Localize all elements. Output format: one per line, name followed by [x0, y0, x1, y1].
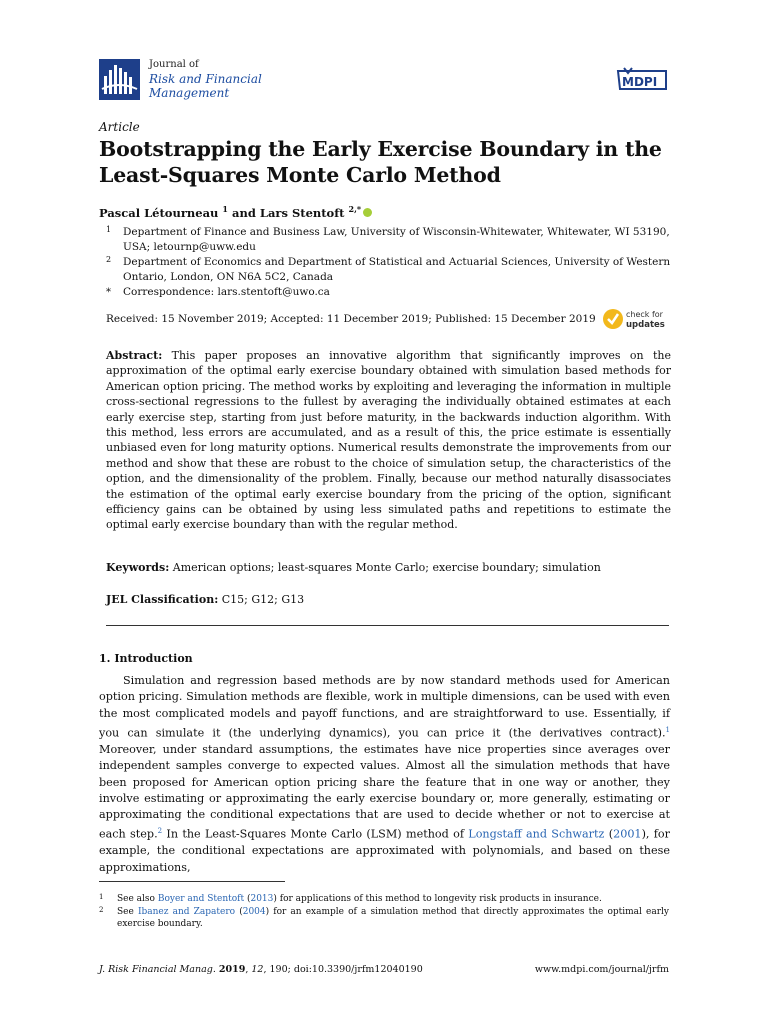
- section-divider: [106, 625, 669, 626]
- footnote-divider: [99, 881, 285, 882]
- affiliation-1: 1 Department of Finance and Business Law, University of Wisconsin-Whitewater, Whitewater, WI 53190, USA; letournp@uww.edu: [106, 225, 670, 253]
- citation-link[interactable]: Longstaff and Schwartz: [468, 828, 605, 842]
- mdpi-logo-icon: [614, 67, 670, 95]
- abstract: [106, 348, 671, 533]
- title-line1: Bootstrapping the Early Exercise Boundary in the: [99, 137, 662, 161]
- footnote-ref-1[interactable]: 1: [665, 725, 670, 734]
- article-type: Article: [99, 120, 140, 134]
- publication-dates: Received: 15 November 2019; Accepted: 11 December 2019; Published: 15 December 2019: [106, 313, 596, 325]
- keywords: [106, 560, 671, 575]
- jel-text: C15; G12; G13: [221, 593, 305, 606]
- citation-link[interactable]: Boyer and Stentoft: [157, 894, 245, 904]
- journal-name: [149, 58, 262, 100]
- footer-citation: J. Risk Financial Manag. 2019, 12, 190; doi:10.3390/jrfm12040190: [99, 964, 423, 975]
- jel-label: JEL Classification:: [106, 593, 219, 606]
- section-heading: 1. Introduction: [99, 652, 193, 665]
- mdpi-logo-text: MDPI: [622, 75, 658, 89]
- keywords-label: Keywords:: [106, 561, 170, 574]
- author-2-affil: 2,*: [348, 204, 362, 214]
- paper-title: [99, 136, 679, 188]
- correspondence: * Correspondence: lars.stentoft@uwo.ca: [106, 286, 330, 298]
- orcid-icon[interactable]: [363, 208, 372, 217]
- abstract-label: Abstract:: [106, 349, 163, 362]
- journal-title-line1: Risk and Financial: [149, 72, 262, 86]
- author-and: and: [232, 205, 256, 220]
- author-1-affil: 1: [222, 204, 228, 214]
- citation-year-link[interactable]: 2001: [613, 828, 642, 842]
- journal-of-text: Journal of: [149, 59, 199, 70]
- footnote-2: 2 See Ibanez and Zapatero (2004) for an example of a simulation method that directly approximates the optimal early exercise boundary.: [99, 906, 669, 929]
- keywords-text: American options; least-squares Monte Carlo; exercise boundary; simulation: [172, 561, 601, 574]
- footnote-1: 1 See also Boyer and Stentoft (2013) for applications of this method to longevity risk products in insurance.: [99, 893, 602, 904]
- abstract-text: This paper proposes an innovative algorithm that significantly improves on the approximation of the optimal early exercise boundary obtained with simulation based methods for American option pricing. The method works by exploiting and leveraging the information in multiple cross-sectional regressions to the fullest by averaging the individually obtained estimates at each early exercise step, starting from just before maturity, in the backwards induction algorithm. With this method, less errors are accumulated, and as a result of this, the price estimate is essentially unbiased even for long maturity options. Numerical results demonstrate the improvements from our method and show that these are robust to the choice of simulation setup, the characteristics of the option, and the dimensionality of the problem. Finally, because our method naturally disassociates the estimation of the optimal early exercise boundary from the pricing of the option, significant efficiency gains can be obtained by using less simulated paths and repetitions to estimate the optimal early exercise boundary than with the regular method.: [106, 349, 672, 532]
- author-1: Pascal Létourneau: [99, 205, 219, 220]
- svg-text:updates: updates: [626, 320, 665, 330]
- footer-url[interactable]: www.mdpi.com/journal/jrfm: [534, 964, 669, 975]
- intro-paragraph: Simulation and regression based methods are by now standard methods used for American option pricing. Simulation methods are flexible, work in multiple dimensions, can be used with even the most complicated models and payoff functions, and are straightforward to use. Essentially, if you can simulate it (the underlying dynamics), you can price it (the derivatives contract).$^1$ Moreover, under standard assumptions, the estimates have nice properties since averages over independent samples converge to expected values. Almost all the simulation methods that have been proposed for American option pricing share the feature that in one way or another, they involve estimating or approximating the early exercise boundary or, more generally, estimating or approximating the conditional expectations that are used to decide whether or not to exercise at each step.$^2$ In the Least-Squares Monte Carlo (LSM) method of Longstaff and Schwartz (2001), for example, the conditional expectations are approximated with polynomials, and based on these approximations,: [99, 674, 671, 874]
- footnote-ref-2[interactable]: 2: [157, 827, 163, 836]
- affiliation-2: 2 Department of Economics and Department of Statistical and Actuarial Sciences, University of Western Ontario, London, ON N6A 5C2, Canada: [106, 255, 671, 283]
- journal-title-line2: Management: [149, 86, 230, 100]
- citation-year-link[interactable]: 2004: [242, 907, 266, 917]
- citation-year-link[interactable]: 2013: [250, 894, 274, 904]
- citation-link[interactable]: Ibanez and Zapatero: [137, 907, 236, 917]
- authors: [99, 204, 372, 220]
- title-line2: Least-Squares Monte Carlo Method: [99, 163, 501, 187]
- journal-logo-icon: [99, 59, 140, 100]
- author-2: Lars Stentoft: [259, 205, 345, 220]
- jel-classification: [106, 592, 671, 607]
- check-for-updates-icon[interactable]: [601, 305, 673, 333]
- svg-text:check for: check for: [626, 310, 663, 319]
